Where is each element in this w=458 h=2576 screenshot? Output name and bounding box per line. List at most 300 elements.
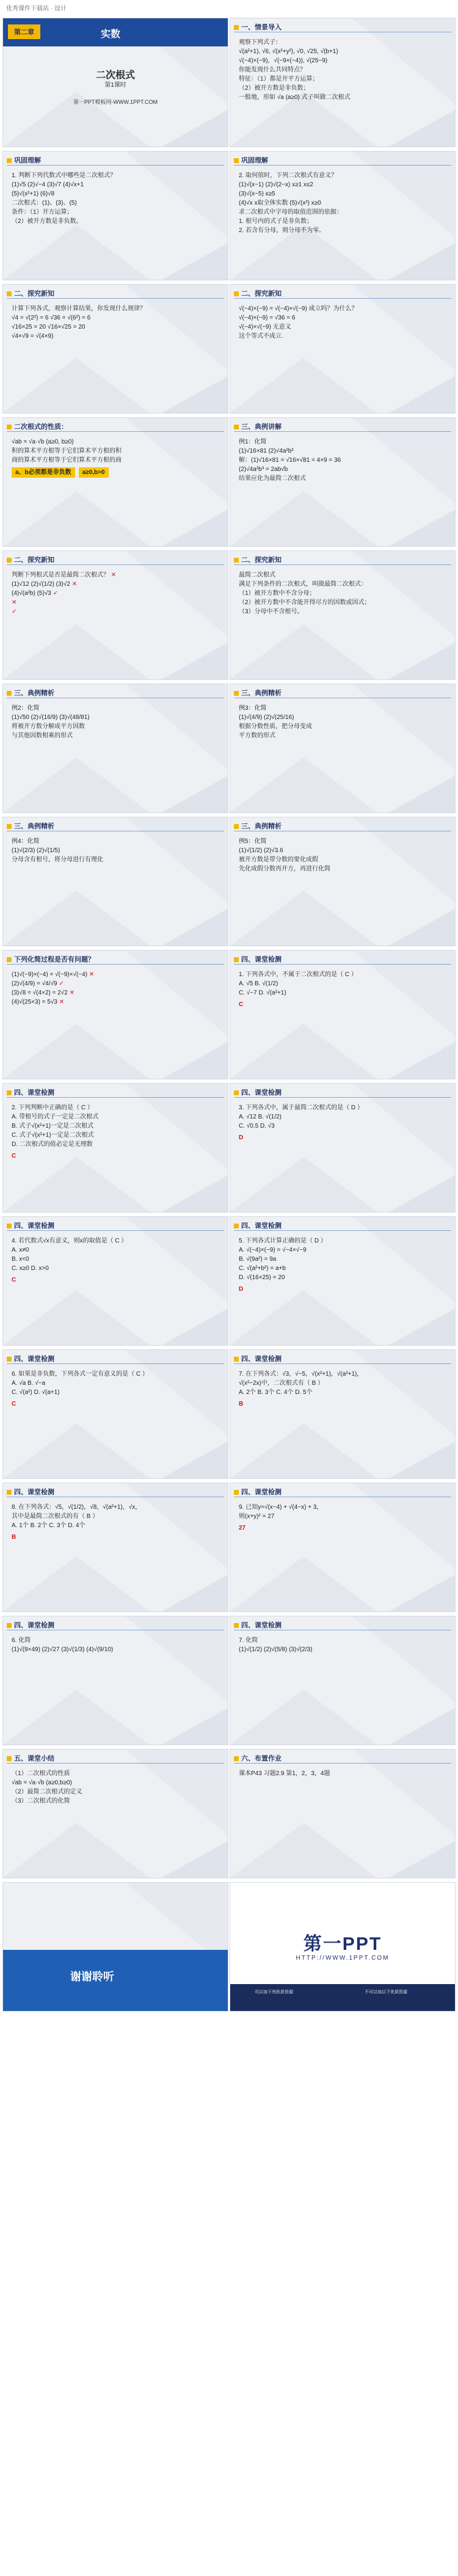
- line-text: √(x²−2x)中，二次根式有（ B ）: [239, 1380, 324, 1387]
- answer-text: C: [12, 1401, 16, 1407]
- line-text: 你能发现什么共同特点？: [239, 67, 306, 73]
- slide-body: [12, 1103, 222, 1161]
- slide-line: [12, 1370, 222, 1379]
- slide-line: [239, 84, 449, 93]
- slide-line: [12, 1388, 222, 1397]
- line-text: √(−4)×(−9) = √(−4)×√(−9) 成立吗？为什么？: [239, 305, 358, 312]
- line-text: 分母含有根号，将分母进行有理化: [12, 856, 103, 863]
- site-credit: 第一PPT模板网-WWW.1PPT.COM: [73, 99, 158, 105]
- highlight-badge: a≥0,b>0: [79, 467, 109, 478]
- line-text: A. √5 B. √(1/2): [239, 980, 278, 987]
- line-text: 例2：化简: [12, 705, 40, 712]
- line-text: 课本P43 习题2.9 第1，2，3，4题: [239, 1770, 330, 1777]
- line-text: 计算下列各式，观察计算结果，你发现什么规律？: [12, 305, 146, 312]
- slide-s18[interactable]: [230, 1084, 455, 1212]
- slide-line: [239, 1264, 449, 1273]
- line-text: (5)√(x²+1) (6)√8: [12, 191, 55, 197]
- slide-s29[interactable]: [3, 1883, 228, 2011]
- slide-s11[interactable]: [3, 684, 228, 812]
- line-text: 6. 如果是非负数，下列各式一定有意义的是（ C ）: [12, 1371, 148, 1377]
- line-text: 结果应化为最简二次根式: [239, 475, 306, 482]
- slide-line: [239, 598, 449, 607]
- answer-row: [239, 1285, 449, 1294]
- slide-line: [239, 1388, 449, 1397]
- slide-title: 二、探究新知: [7, 555, 54, 564]
- title-divider: [7, 964, 224, 965]
- line-text: √ab = √a·√b (a≥0,b≥0): [12, 1779, 72, 1786]
- line-text: 9. 已知y=√(x−4) + √(4−x) + 3，: [239, 1504, 323, 1511]
- subject-title: 实数: [101, 29, 121, 40]
- slide-line: [239, 304, 449, 313]
- line-text: (1)√5 (2)√−4 (3)√7 (4)√x+1: [12, 181, 84, 188]
- slide-s7[interactable]: [3, 418, 228, 546]
- slide-s30[interactable]: [230, 1883, 455, 2011]
- page-header: [0, 0, 458, 16]
- line-text: B. √(9a²) = 9a: [239, 1256, 277, 1263]
- answer-row: [12, 1275, 222, 1285]
- slide-title: 三、典例精析: [234, 688, 282, 698]
- slide-line: [12, 208, 222, 217]
- slide-title: 六、布置作业: [234, 1753, 282, 1763]
- title-divider: [234, 1763, 451, 1764]
- line-text: A. 2个 B. 3个 C. 4个 D. 5个: [239, 1389, 313, 1396]
- slide-line: [239, 38, 449, 47]
- line-text: A. 带根号的式子一定是二次根式: [12, 1114, 99, 1120]
- line-text: 例1：化简: [239, 439, 267, 445]
- slide-body: [239, 38, 449, 102]
- slide-s12[interactable]: [230, 684, 455, 812]
- slide-body: [12, 1769, 222, 1806]
- slide-title: 三、典例精析: [7, 688, 54, 698]
- slide-s3[interactable]: [3, 151, 228, 280]
- slide-s20[interactable]: [230, 1217, 455, 1345]
- answer-text: C: [12, 1153, 16, 1159]
- line-text: √(−4)×√(−9) 无意义: [239, 324, 291, 330]
- slide-title: 四、课堂检测: [7, 1620, 54, 1630]
- answer-text: C: [12, 1277, 16, 1283]
- slide-body: [12, 1503, 222, 1542]
- line-text: 2. 取何值时，下列二次根式有意义？: [239, 172, 338, 179]
- answer-text: C: [239, 1001, 244, 1008]
- answer-row: [239, 1399, 449, 1409]
- slide-line: [239, 217, 449, 226]
- slide-line: [12, 1140, 222, 1149]
- answer-row: [12, 1399, 222, 1409]
- brand-logo: 第一PPT: [303, 1934, 382, 1954]
- slide-body: [239, 970, 449, 1009]
- line-text: (1)√50 (2)√(16/9) (3)√(48/81): [12, 714, 90, 721]
- slide-line: [12, 988, 222, 998]
- slide-line: [12, 1797, 222, 1806]
- slide-line: [239, 855, 449, 864]
- line-text: C. √0.5 D. √3: [239, 1123, 275, 1129]
- title-divider: [234, 1363, 451, 1364]
- line-text: 5. 下列各式计算正确的是（ D ）: [239, 1238, 327, 1244]
- title-divider: [7, 431, 224, 432]
- slide-title: 四、课堂检测: [234, 1220, 282, 1230]
- slide-title: 四、课堂检测: [234, 1487, 282, 1497]
- slide-line: [12, 1379, 222, 1388]
- slide-s17[interactable]: [3, 1084, 228, 1212]
- answer-row: [12, 1533, 222, 1542]
- line-text: C. √(a²+b²) = a+b: [239, 1265, 286, 1272]
- slide-line: [12, 1636, 222, 1645]
- slide-title: 四、课堂检测: [234, 1354, 282, 1363]
- slide-line: [239, 1636, 449, 1645]
- slide-s2[interactable]: [230, 18, 455, 147]
- slide-line: [12, 1264, 222, 1273]
- line-text: 求二次根式中字母的取值范围的依据：: [239, 209, 343, 216]
- slide-line: [12, 332, 222, 341]
- slide-line: [239, 1512, 449, 1521]
- lesson-subtitle: 第1课时: [104, 82, 126, 89]
- slide-line: [239, 1645, 449, 1654]
- line-text: A. √a B. √−a: [12, 1380, 46, 1387]
- slide-body: [12, 1370, 222, 1409]
- slide-body: [239, 1236, 449, 1294]
- line-text: (1)√16×81 (2)√4a²b³: [239, 448, 294, 454]
- slide-line: [12, 598, 222, 607]
- line-text: C. √−7 D. √(a²+1): [239, 990, 286, 996]
- slide-line: [239, 1236, 449, 1246]
- line-text: (1)√(4/9) (2)√(25/16): [239, 714, 294, 721]
- line-text: 商的算术平方根等于它们算术平方根的商: [12, 457, 122, 464]
- slide-title: 四、课堂检测: [234, 1620, 282, 1630]
- slide-title: 一、情景导入: [234, 22, 282, 32]
- slide-line: [12, 713, 222, 722]
- slide-title: 二、探究新知: [234, 555, 282, 564]
- slide-line: [239, 226, 449, 235]
- line-text: （2）被开方数是非负数。: [12, 218, 82, 225]
- title-divider: [7, 564, 224, 565]
- line-text: √4 = √(2²) = 6 √36 = √(6²) = 6: [12, 315, 91, 321]
- slide-line: [239, 1112, 449, 1122]
- slide-body: [12, 571, 222, 616]
- slide-line: [12, 1503, 222, 1512]
- slide-line: [12, 722, 222, 731]
- slide-line: [12, 1236, 222, 1246]
- slide-line: [12, 731, 222, 740]
- slide-s28[interactable]: [230, 1750, 455, 1878]
- line-text: (1)√(1/2) (2)√(5/8) (3)√(2/3): [239, 1646, 313, 1653]
- answer-text: D: [239, 1286, 244, 1293]
- slide-title: 三、典例精析: [7, 821, 54, 831]
- title-divider: [7, 1097, 224, 1098]
- slide-title: 二次根式的性质：: [7, 421, 68, 431]
- line-text: D. √(16×25) = 20: [239, 1274, 285, 1281]
- slide-title: 巩固理解: [7, 155, 41, 165]
- slide-title: 四、课堂检测: [7, 1354, 54, 1363]
- slide-body: [239, 704, 449, 740]
- line-text: B. 式子√(x²+1)一定是二次根式: [12, 1123, 94, 1129]
- slide-s4[interactable]: [230, 151, 455, 280]
- line-text: A. √(−4)×(−9) = √−4×√−9: [239, 1247, 307, 1253]
- slide-line: [239, 846, 449, 855]
- slide-line: [239, 437, 449, 447]
- slide-body: [239, 571, 449, 616]
- answer-text: B: [12, 1534, 16, 1541]
- slide-line: [239, 580, 449, 589]
- line-text: 3. 下列各式中，属于最简二次根式的是（ D ）: [239, 1104, 363, 1111]
- slide-line: [12, 171, 222, 180]
- line-text: 这个等式不成立.: [239, 333, 283, 340]
- slide-body: [12, 304, 222, 341]
- slide-line: [239, 323, 449, 332]
- slide-s5[interactable]: [3, 285, 228, 413]
- slide-line: [239, 447, 449, 456]
- slide-s24[interactable]: [230, 1483, 455, 1611]
- line-text: 特征：（1）都是开平方运算；: [239, 76, 319, 82]
- answer-text: D: [239, 1134, 244, 1141]
- slide-line: [12, 1769, 222, 1778]
- slide-line: [12, 855, 222, 864]
- slide-s10[interactable]: [230, 551, 455, 679]
- slide-line: [12, 704, 222, 713]
- line-text: 例4：化简: [12, 838, 40, 845]
- slide-s6[interactable]: [230, 285, 455, 413]
- slide-line: [12, 437, 222, 447]
- slide-s21[interactable]: [3, 1350, 228, 1478]
- line-text: C. 式子√(x²+1)一定是二次根式: [12, 1132, 94, 1139]
- slide-line: [12, 1103, 222, 1112]
- slide-title: 二、探究新知: [7, 288, 54, 298]
- slide-line: [12, 1246, 222, 1255]
- slide-line: [239, 465, 449, 474]
- title-divider: [234, 964, 451, 965]
- slide-line: [12, 607, 222, 616]
- slide-line: [239, 1246, 449, 1255]
- slide-line: [239, 1255, 449, 1264]
- slide-line: [239, 474, 449, 483]
- title-divider: [7, 165, 224, 166]
- slide-s14[interactable]: [230, 817, 455, 946]
- slide-line: [239, 456, 449, 465]
- slide-line: [12, 1112, 222, 1122]
- slide-s8[interactable]: [230, 418, 455, 546]
- line-text: 例5：化简: [239, 838, 267, 845]
- line-text: （2）最简二次根式的定义: [12, 1789, 82, 1795]
- slide-line: [239, 65, 449, 75]
- answer-mark: ✕: [12, 599, 17, 606]
- slide-title: 巩固理解: [234, 155, 268, 165]
- line-text: 二次根式：(1)、(3)、(5): [12, 200, 77, 206]
- line-text: 最简二次根式: [239, 572, 275, 578]
- chapter-badge: 第二章: [8, 24, 40, 39]
- line-text: √(a²+1), √6, √(x²+y²), √0, √25, √(b+1): [239, 48, 338, 55]
- slide-line: [12, 571, 222, 580]
- line-text: 例3：化简: [239, 705, 267, 712]
- slide-body: [239, 1503, 449, 1533]
- answer-mark: ✕: [111, 572, 117, 578]
- line-text: √ab = √a·√b (a≥0, b≥0): [12, 439, 74, 445]
- slide-line: [239, 313, 449, 323]
- line-text: (1)√(x−1) (2)√(2−x) x≥1 x≤2: [239, 181, 313, 188]
- line-text: 1. 根号内的式子是非负数；: [239, 218, 313, 225]
- line-text: 先化成假分数再开方，再进行化简: [239, 866, 330, 872]
- slide-line: [12, 199, 222, 208]
- title-divider: [7, 298, 224, 299]
- slide-body: [239, 304, 449, 341]
- slide-line: [239, 722, 449, 731]
- slide-s15[interactable]: [3, 950, 228, 1079]
- slide-body: [12, 1636, 222, 1654]
- title-divider: [234, 564, 451, 565]
- slide-line: [239, 704, 449, 713]
- line-text: 将被开方数分解成平方因数: [12, 723, 85, 730]
- slide-line: [239, 1370, 449, 1379]
- answer-mark: ✕: [89, 971, 95, 978]
- title-divider: [7, 1763, 224, 1764]
- slide-line: [239, 180, 449, 189]
- slide-s13[interactable]: [3, 817, 228, 946]
- line-text: 判断下列根式是否是最简二次根式？: [12, 572, 109, 578]
- line-text: √(−4)×(−9)，√(−9×(−4)), √(25−9): [239, 57, 328, 64]
- slide-s25[interactable]: [3, 1616, 228, 1745]
- slide-line: [12, 1778, 222, 1787]
- line-text: (4)√(a²b) (5)√3: [12, 590, 51, 597]
- slide-line: [239, 1273, 449, 1282]
- line-text: 2. 若含有分母，则分母不为零。: [239, 227, 325, 234]
- line-text: B. x<0: [12, 1256, 29, 1263]
- line-text: （3）分母中不含根号。: [239, 608, 304, 615]
- title-divider: [234, 431, 451, 432]
- title-divider: [234, 1230, 451, 1231]
- answer-mark: ✕: [71, 581, 78, 588]
- slide-title: 三、典例精析: [234, 821, 282, 831]
- line-text: (3)√(x−5) x≥5: [239, 191, 275, 197]
- line-text: 平方数的形式: [239, 732, 275, 739]
- line-text: (2)√(4/9) = √4/√9: [12, 980, 57, 987]
- slide-line: [12, 970, 222, 979]
- line-text: 条件：（1）开方运算；: [12, 209, 73, 216]
- slide-title: 四、课堂检测: [7, 1487, 54, 1497]
- slide-line: [12, 1521, 222, 1530]
- slide-line: [12, 189, 222, 199]
- slide-line: [12, 998, 222, 1007]
- slide-body: [239, 1636, 449, 1654]
- answer-row: [239, 1133, 449, 1142]
- slide-title: 五、课堂小结: [7, 1753, 54, 1763]
- slide-body: [12, 970, 222, 1007]
- title-divider: [234, 1097, 451, 1098]
- slide-line: [239, 56, 449, 65]
- slide-line: [239, 47, 449, 56]
- slide-s23[interactable]: [3, 1483, 228, 1611]
- highlight-badge: a、b必须都是非负数: [12, 467, 75, 478]
- line-text: 8. 在下列各式：√5，√(1/2)，√8，√(a²+1)，√x，: [12, 1504, 142, 1511]
- slide-line: [12, 217, 222, 226]
- slide-line: [12, 1645, 222, 1654]
- line-text: 与其他因数相乘的形式: [12, 732, 73, 739]
- slide-line: [239, 208, 449, 217]
- slide-line: [239, 731, 449, 740]
- footer-right-text: 不可以加以下优质资源: [365, 1990, 407, 1994]
- slide-body: [239, 837, 449, 874]
- line-text: 其中是最简二次根式的有（ B ）: [12, 1513, 99, 1520]
- slide-body: [239, 1103, 449, 1142]
- line-text: (1)√(−9)×(−4) = √(−9)×√(−4): [12, 971, 88, 978]
- line-text: 根据分数性质，把分母变成: [239, 723, 312, 730]
- slide-body: [12, 437, 222, 478]
- line-text: A. x≠0: [12, 1247, 29, 1253]
- slide-line: [239, 988, 449, 998]
- line-text: 被开方数是带分数的要化成假: [239, 856, 318, 863]
- slide-line: [239, 75, 449, 84]
- logo-footer: [230, 1984, 455, 2011]
- slide-s19[interactable]: [3, 1217, 228, 1345]
- line-text: （3）二次根式的化简: [12, 1798, 70, 1804]
- slide-s27[interactable]: [3, 1750, 228, 1878]
- line-text: (1)√(1/2) (2)√3.6: [239, 847, 283, 854]
- breadcrumb: 优秀课件下载站 · 设计: [6, 5, 67, 12]
- slide-line: [239, 970, 449, 979]
- title-divider: [7, 1230, 224, 1231]
- slide-s1[interactable]: [3, 18, 228, 147]
- slide-line: [239, 589, 449, 598]
- brand-url: HTTP://WWW.1PPT.COM: [296, 1955, 390, 1961]
- line-text: （1）二次根式的性质: [12, 1770, 70, 1777]
- line-text: C. x≥0 D. x>0: [12, 1265, 49, 1272]
- line-text: √4×√9 = √(4×9): [12, 333, 54, 340]
- slide-line: [12, 323, 222, 332]
- slide-line: [239, 93, 449, 102]
- line-text: 解：(1)√16×81 = √16×√81 = 4×9 = 36: [239, 457, 341, 464]
- slide-body: [12, 1236, 222, 1285]
- slide-line: [239, 1103, 449, 1112]
- slide-line: [12, 1787, 222, 1797]
- slide-s9[interactable]: [3, 551, 228, 679]
- slide-s26[interactable]: [230, 1616, 455, 1745]
- slide-line: [239, 1122, 449, 1131]
- slide-line: [239, 713, 449, 722]
- slide-line: [12, 1131, 222, 1140]
- slide-title: 下列化简过程是否有问题？: [7, 954, 95, 964]
- line-text: 满足下列条件的二次根式，叫做最简二次根式：: [239, 581, 367, 588]
- title-divider: [234, 298, 451, 299]
- slide-line: [12, 1255, 222, 1264]
- line-text: (4)√(25×3) = 5√3: [12, 999, 57, 1005]
- slide-body: [239, 171, 449, 235]
- slide-line: [239, 979, 449, 988]
- line-text: A. √12 B. √(1/2): [239, 1114, 282, 1120]
- slide-body: [12, 837, 222, 864]
- line-text: (1)√12 (2)√(1/2) (3)√2: [12, 581, 70, 588]
- slide-line: [239, 1769, 449, 1778]
- slide-s22[interactable]: [230, 1350, 455, 1478]
- line-text: √(−4)×(−9) = √36 = 6: [239, 315, 296, 321]
- badge-row: [12, 467, 222, 478]
- line-text: 观察下列式子：: [239, 39, 282, 46]
- slide-line: [12, 304, 222, 313]
- slide-line: [239, 1379, 449, 1388]
- slide-s16[interactable]: [230, 950, 455, 1079]
- answer-mark: ✓: [59, 980, 64, 987]
- slide-line: [12, 979, 222, 988]
- line-text: 1. 下列各式中，不属于二次根式的是（ C ）: [239, 971, 357, 978]
- line-text: (1)√(9×49) (2)√27 (3)√(1/3) (4)√(9/10): [12, 1646, 114, 1653]
- answer-text: B: [239, 1401, 244, 1407]
- slide-line: [12, 846, 222, 855]
- line-text: 6. 化简: [12, 1637, 31, 1644]
- slide-body: [239, 437, 449, 483]
- answer-mark: ✓: [12, 608, 17, 615]
- line-text: (3)√8 = √(4×2) = 2√2: [12, 990, 68, 996]
- slide-line: [12, 456, 222, 465]
- slide-body: [12, 704, 222, 740]
- answer-text: 27: [239, 1525, 246, 1531]
- slide-body: [12, 171, 222, 226]
- line-text: （2）被开方数中不含能开得尽方的因数或因式；: [239, 599, 371, 606]
